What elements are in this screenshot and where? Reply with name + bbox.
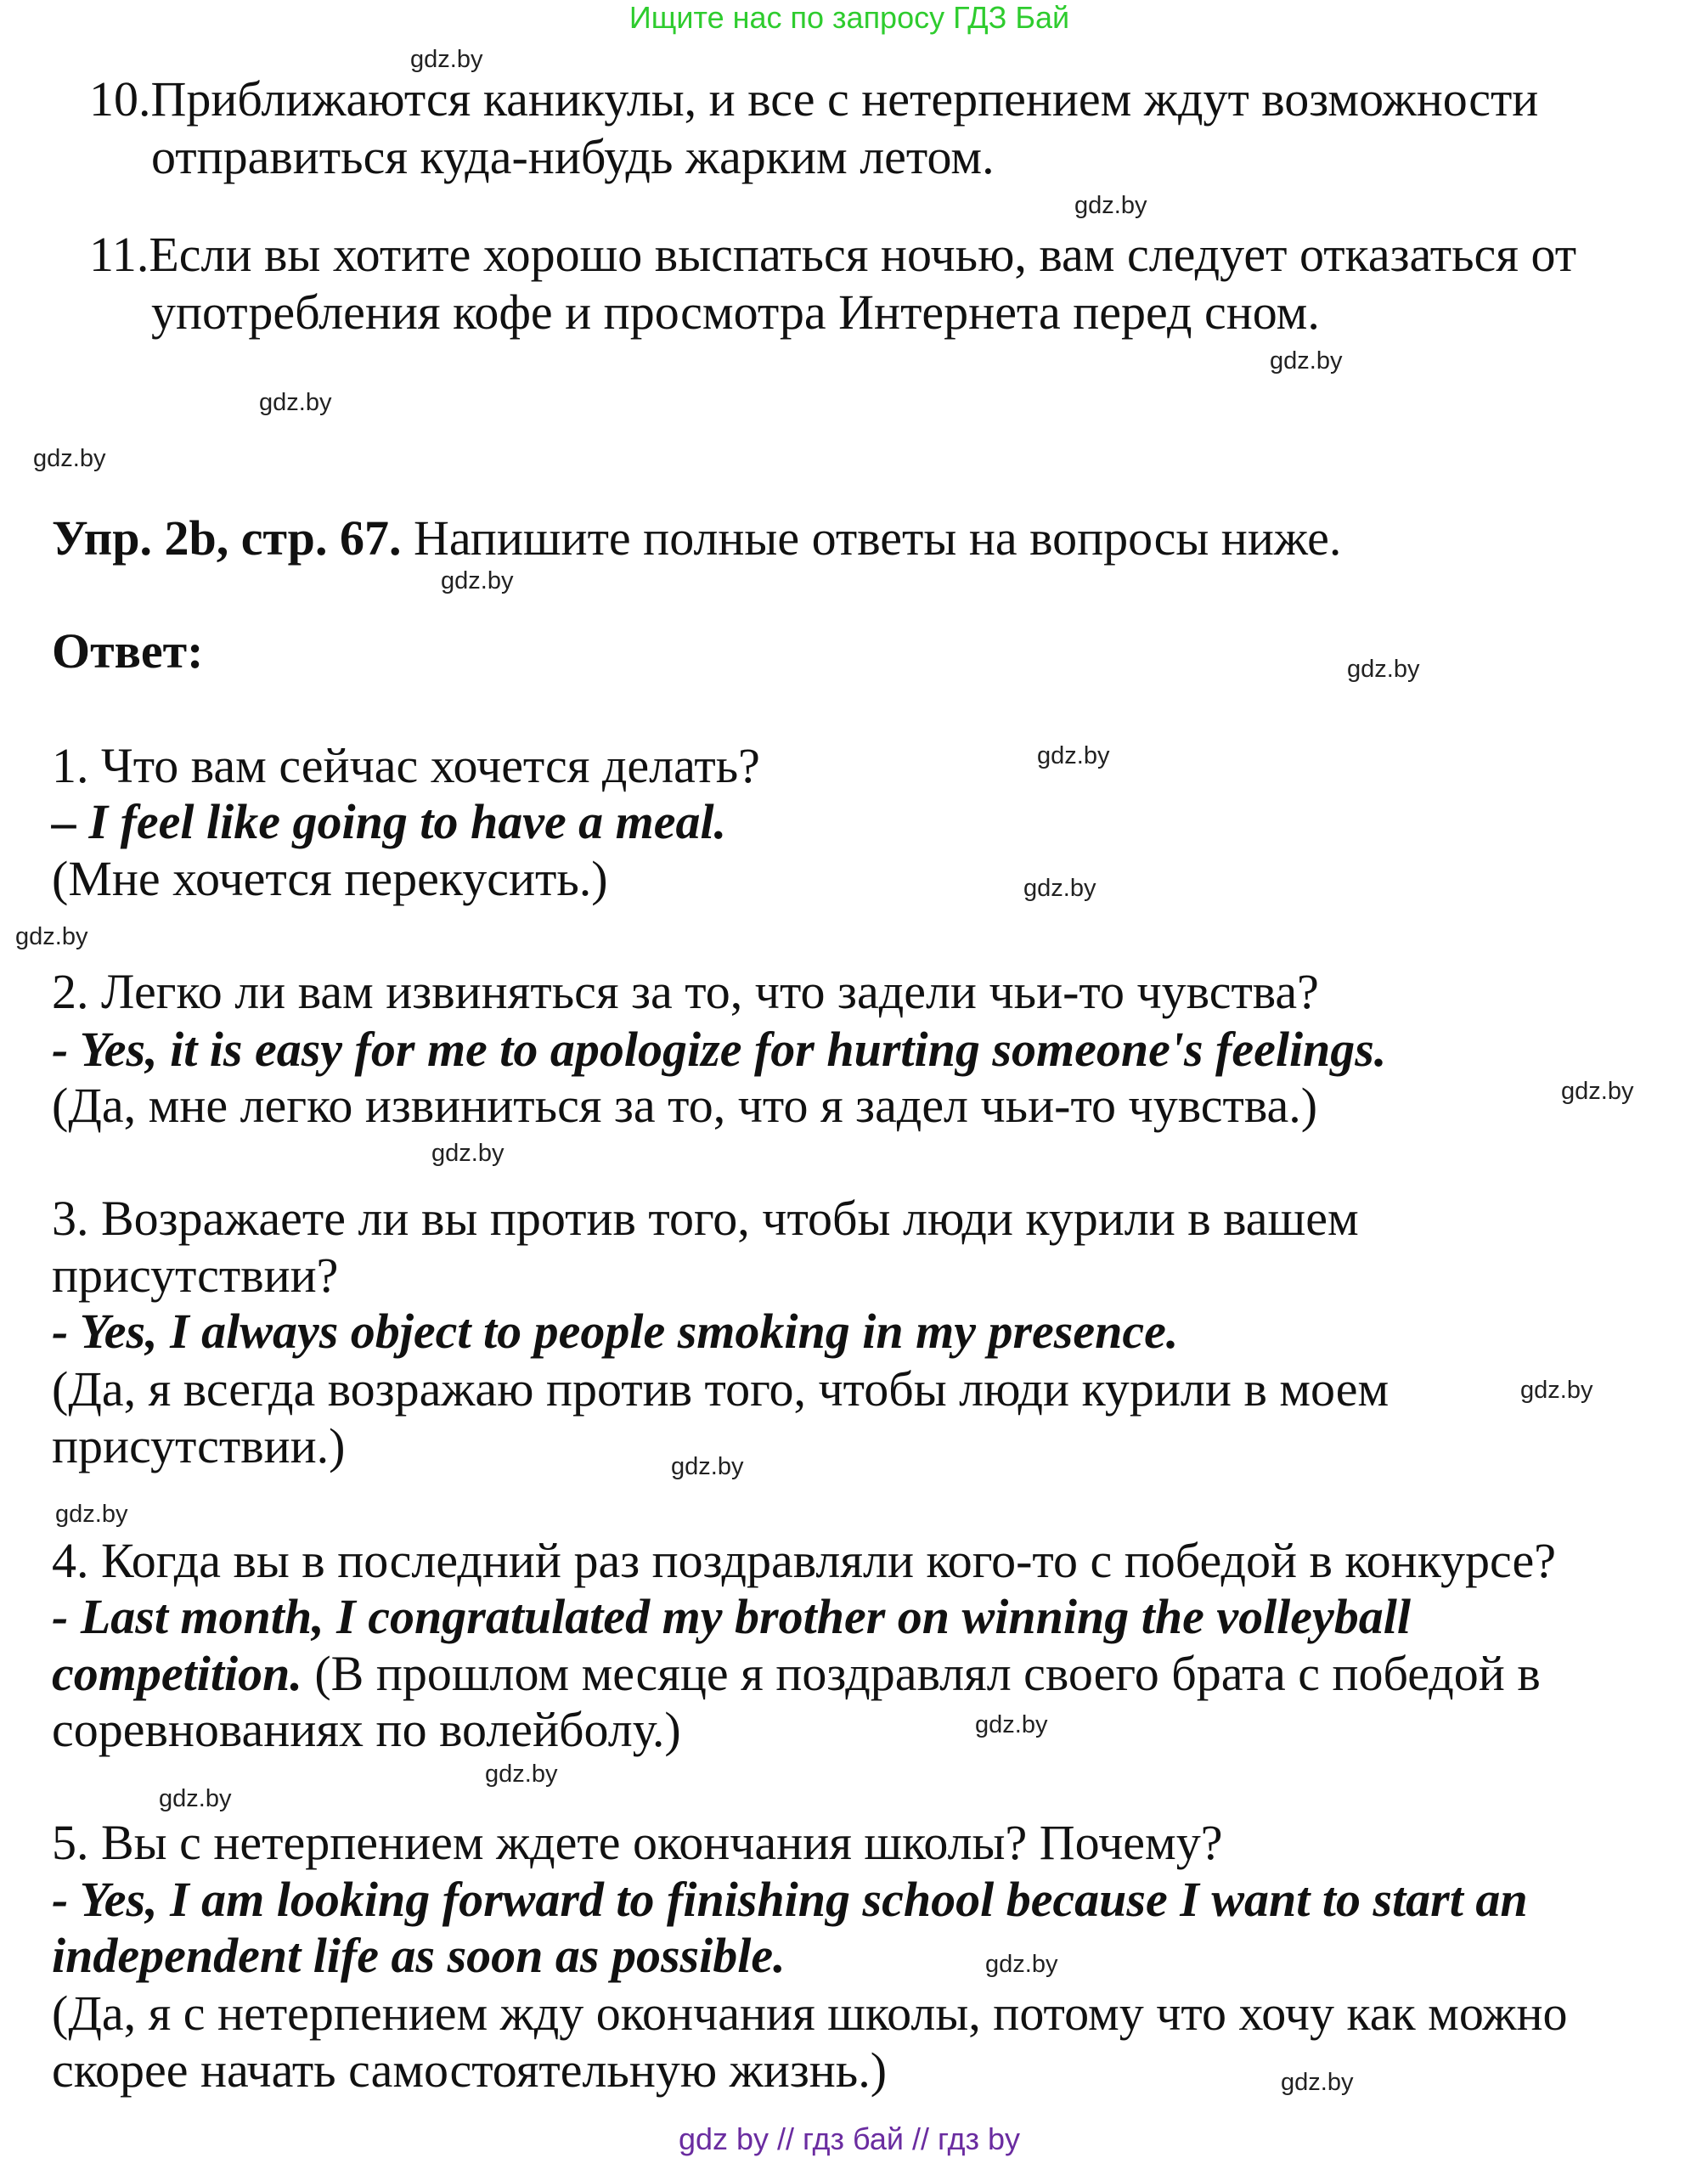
watermark: gdz.by: [985, 1951, 1058, 1978]
watermark: gdz.by: [15, 923, 88, 950]
exercise-heading: [52, 510, 1341, 566]
translation-2: (Да, мне легко извиниться за то, что я задел чьи-то чувства.): [52, 1078, 1318, 1133]
watermark: gdz.by: [1074, 192, 1147, 219]
watermark: gdz.by: [410, 46, 483, 73]
answer-5-line-1: - Yes, I am looking forward to finishing school because I want to start an: [52, 1872, 1528, 1927]
translation-3-line-1: (Да, я всегда возражаю против того, чтобы люди курили в моем: [52, 1361, 1390, 1417]
item-11-line-2: употребления кофе и просмотра Интернета перед сном.: [151, 285, 1320, 340]
item-11-line-1: 11.Если вы хотите хорошо выспаться ночью, вам следует отказаться от: [89, 227, 1577, 282]
exercise-label: Упр. 2b, стр. 67.: [52, 510, 402, 566]
question-2: 2. Легко ли вам извиняться за то, что задели чьи-то чувства?: [52, 964, 1319, 1019]
watermark: gdz.by: [1270, 347, 1343, 375]
answer-heading: Ответ:: [52, 623, 204, 679]
watermark: gdz.by: [1520, 1377, 1593, 1404]
translation-5-line-1: (Да, я с нетерпением жду окончания школы, потому что хочу как можно: [52, 1986, 1568, 2041]
question-3-line-2: присутствии?: [52, 1248, 339, 1303]
watermark: gdz.by: [485, 1761, 558, 1788]
exercise-task: Напишите полные ответы на вопросы ниже.: [401, 510, 1342, 566]
watermark: gdz.by: [441, 567, 514, 594]
watermark: gdz.by: [975, 1711, 1048, 1738]
translation-5-line-2: скорее начать самостоятельную жизнь.): [52, 2042, 888, 2098]
watermark: gdz.by: [671, 1453, 744, 1480]
question-3-line-1: 3. Возражаете ли вы против того, чтобы люди курили в вашем: [52, 1191, 1359, 1246]
watermark: gdz.by: [1037, 742, 1110, 769]
watermark: gdz.by: [1023, 875, 1096, 902]
item-10-line-1: 10.Приближаются каникулы, и все с нетерпением ждут возможности: [89, 71, 1539, 127]
question-4: 4. Когда вы в последний раз поздравляли кого-то с победой в конкурсе?: [52, 1533, 1556, 1588]
watermark: gdz.by: [431, 1140, 505, 1167]
translation-4-line-1: (В прошлом месяце я поздравлял своего брата с победой в: [302, 1646, 1541, 1701]
item-10-line-2: отправиться куда-нибудь жарким летом.: [151, 129, 995, 184]
answer-1: – I feel like going to have a meal.: [52, 794, 727, 849]
answer-3: - Yes, I always object to people smoking in my presence.: [52, 1304, 1179, 1359]
answer-4-end: competition.: [52, 1646, 302, 1701]
answer-4-line-1: - Last month, I congratulated my brother on winning the volleyball: [52, 1589, 1412, 1644]
watermark: gdz.by: [1347, 656, 1420, 683]
search-hint-banner: Ищите нас по запросу ГДЗ Бай: [629, 0, 1070, 35]
answer-4-line-2: [52, 1646, 1541, 1702]
answer-5-line-2: independent life as soon as possible.: [52, 1928, 786, 1983]
watermark: gdz.by: [259, 389, 332, 416]
site-footer: gdz by // гдз бай // гдз by: [678, 2121, 1021, 2156]
translation-4-line-2: соревнованиях по волейболу.): [52, 1702, 681, 1757]
watermark: gdz.by: [33, 445, 106, 472]
watermark: gdz.by: [55, 1501, 128, 1528]
watermark: gdz.by: [1561, 1078, 1634, 1105]
translation-3-line-2: присутствии.): [52, 1418, 346, 1473]
question-1: 1. Что вам сейчас хочется делать?: [52, 738, 760, 793]
watermark: gdz.by: [159, 1785, 232, 1812]
watermark: gdz.by: [1281, 2069, 1354, 2096]
translation-1: (Мне хочется перекусить.): [52, 851, 608, 906]
answer-2: - Yes, it is easy for me to apologize for hurting someone's feelings.: [52, 1022, 1387, 1077]
question-5: 5. Вы с нетерпением ждете окончания школы? Почему?: [52, 1815, 1223, 1870]
